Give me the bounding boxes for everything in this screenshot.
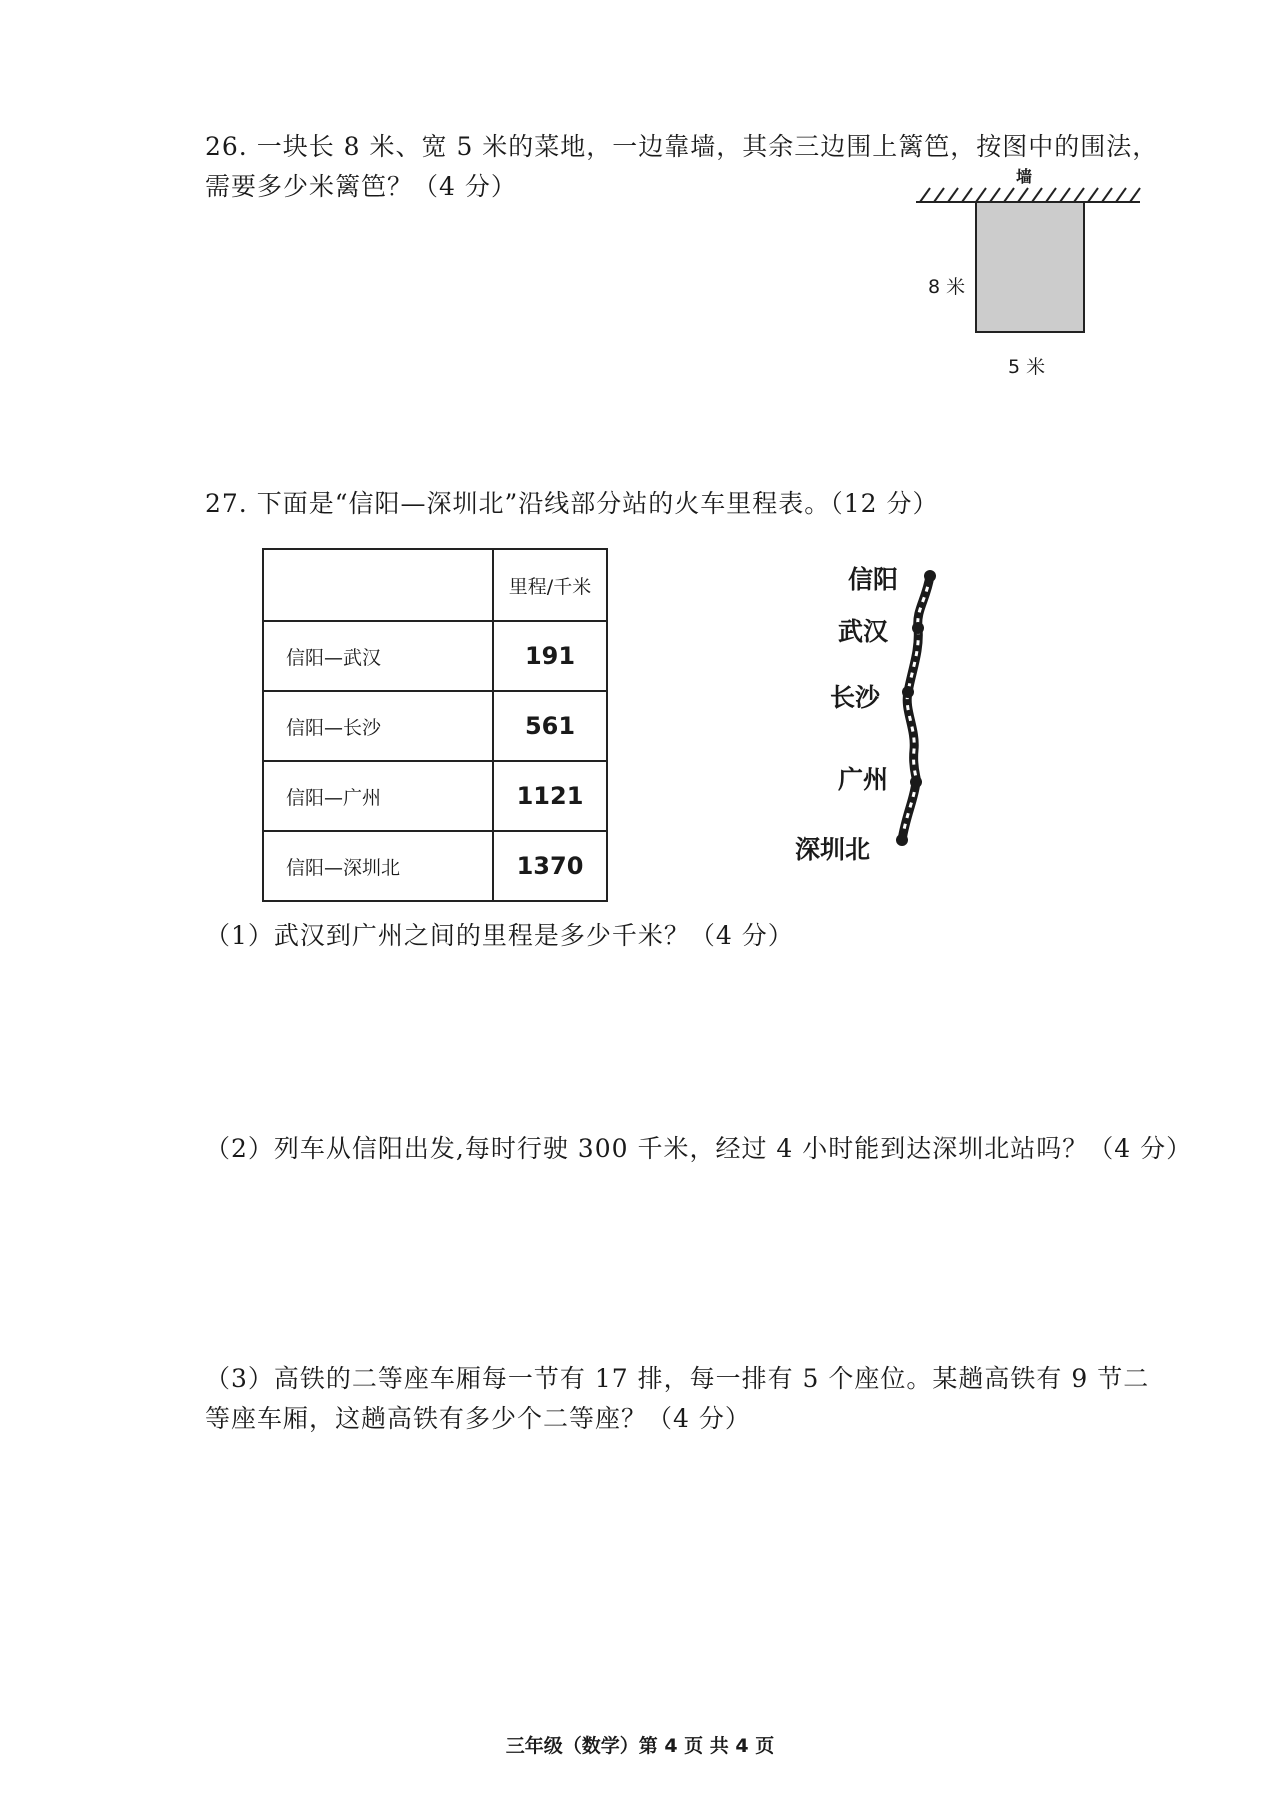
width-label: 5 米 [1008, 356, 1046, 378]
q26-line1: 26. 一块长 8 米、宽 5 米的菜地，一边靠墙，其余三边围上篱笆，按图中的围法， [205, 132, 1159, 161]
station-dot-xinyang [924, 570, 936, 582]
km-cell: 1121 [493, 761, 607, 831]
station-dot-wuhan [912, 622, 924, 634]
station-dot-guangzhou [910, 776, 922, 788]
garden-rectangle [976, 202, 1084, 332]
km-cell: 191 [493, 621, 607, 691]
km-cell: 561 [493, 691, 607, 761]
route-cell: 信阳—深圳北 [263, 831, 493, 901]
route-cell: 信阳—武汉 [263, 621, 493, 691]
mileage-table [262, 548, 608, 902]
page-footer: 三年级（数学）第 4 页 共 4 页 [505, 1735, 775, 1757]
q26-line2: 需要多少米篱笆？（4 分） [205, 172, 517, 201]
route-cell: 信阳—广州 [263, 761, 493, 831]
table-row [263, 831, 607, 901]
station-label-guangzhou: 广州 [838, 765, 889, 794]
wall-label: 墙 [1016, 167, 1033, 186]
q27-sub2: （2）列车从信阳出发,每时行驶 300 千米，经过 4 小时能到达深圳北站吗？（4 分） [205, 1134, 1193, 1163]
table-header-row [263, 549, 607, 621]
table-header-mileage: 里程/千米 [493, 549, 607, 621]
table-row [263, 761, 607, 831]
table-header-blank [263, 549, 493, 621]
railway-route-map [880, 560, 960, 860]
q27-sub3-line2: 等座车厢，这趟高铁有多少个二等座？（4 分） [205, 1404, 751, 1433]
station-dot-shenzhenbei [896, 834, 908, 846]
station-label-changsha: 长沙 [830, 683, 881, 712]
station-label-xinyang: 信阳 [848, 565, 899, 594]
q27-intro: 27. 下面是“信阳—深圳北”沿线部分站的火车里程表。（12 分） [205, 489, 939, 518]
length-label: 8 米 [928, 276, 966, 298]
table-row [263, 691, 607, 761]
q27-sub3-line1: （3）高铁的二等座车厢每一节有 17 排，每一排有 5 个座位。某趟高铁有 9 节二 [205, 1364, 1150, 1393]
station-label-wuhan: 武汉 [838, 617, 889, 646]
q27-sub1: （1）武汉到广州之间的里程是多少千米？（4 分） [205, 921, 794, 950]
station-dot-changsha [902, 686, 914, 698]
route-cell: 信阳—长沙 [263, 691, 493, 761]
rail-line [902, 576, 930, 840]
km-cell: 1370 [493, 831, 607, 901]
table-row [263, 621, 607, 691]
station-label-shenzhenbei: 深圳北 [795, 835, 871, 864]
wall-hatching [916, 188, 1140, 202]
